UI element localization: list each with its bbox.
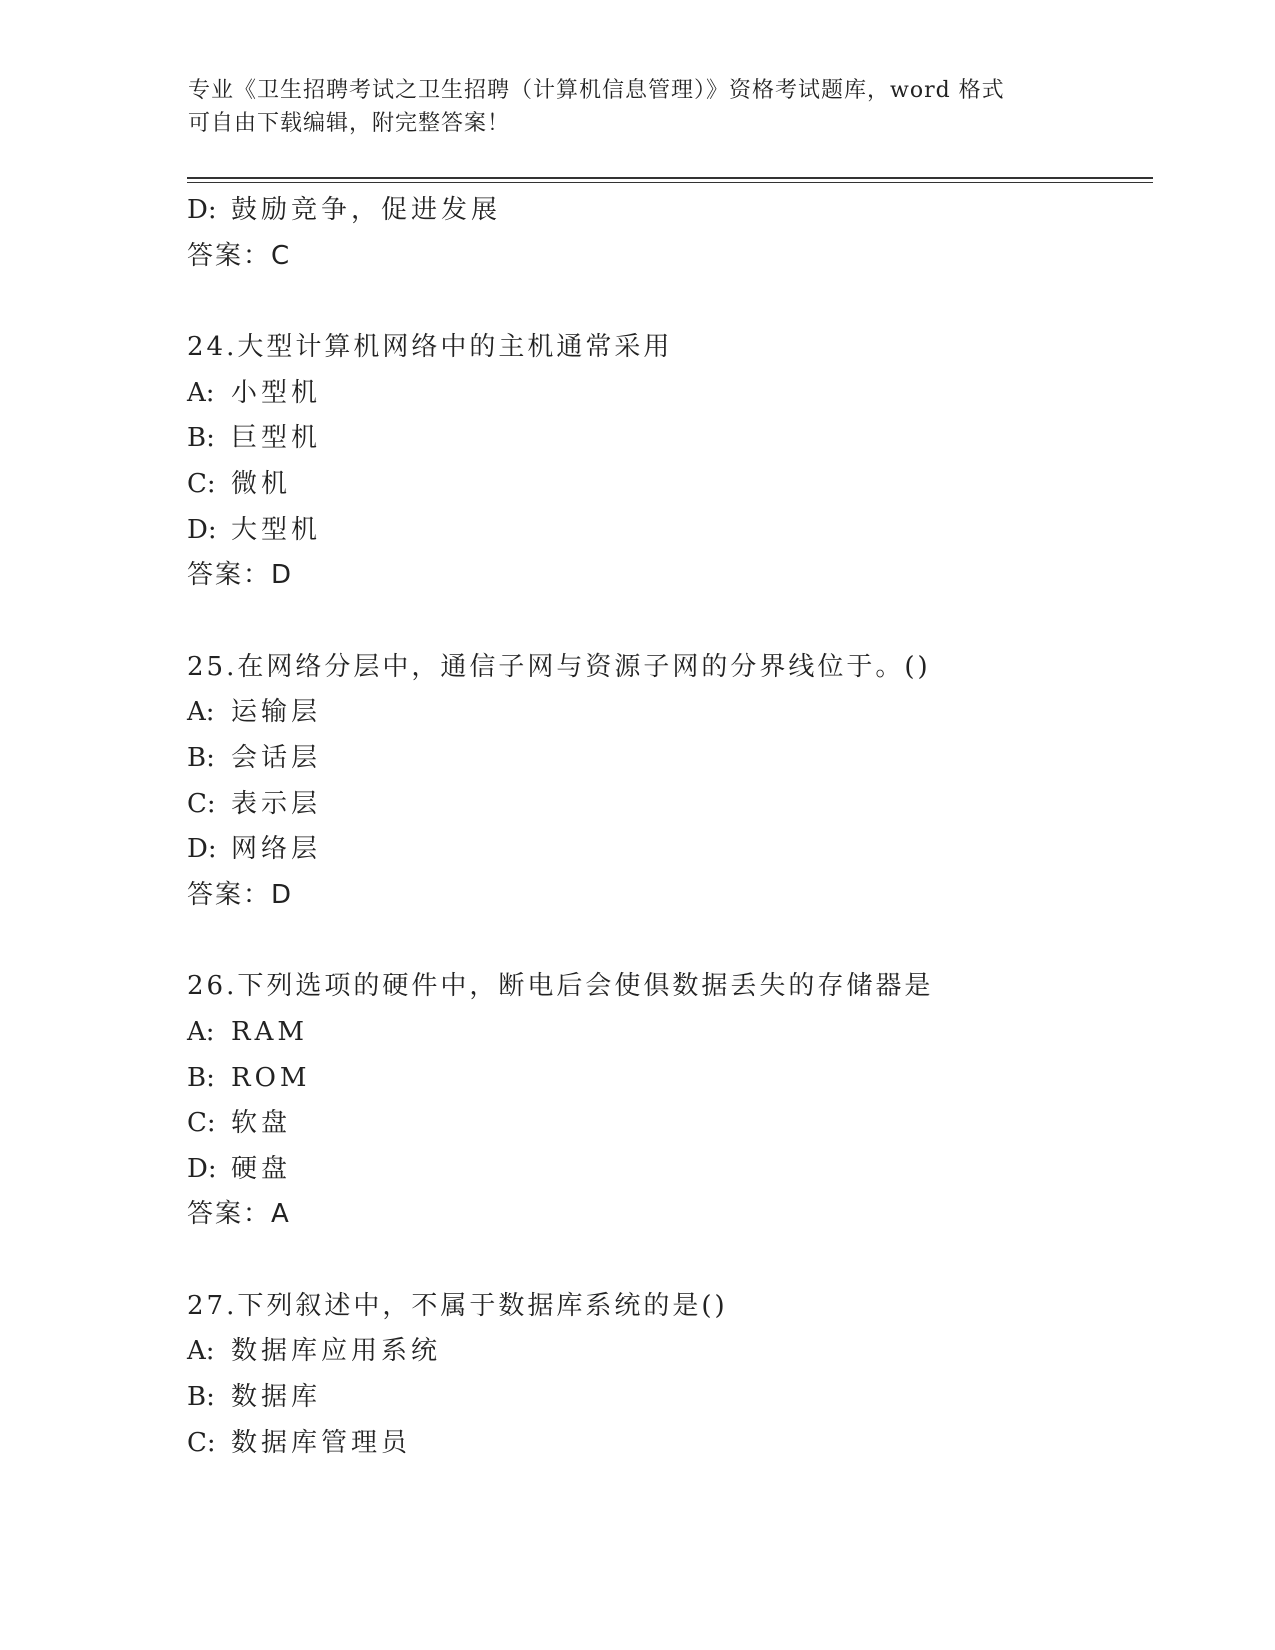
option-line: [187, 736, 1147, 782]
option-line: [187, 827, 1147, 873]
option-text: 网络层: [231, 834, 322, 865]
option-line: [187, 1329, 1147, 1375]
question-stem: 24.大型计算机网络中的主机通常采用: [187, 332, 673, 363]
option-letter: D:: [187, 834, 217, 865]
answer-line: 答案：D: [187, 560, 294, 591]
option-line: [187, 782, 1147, 828]
spacer: [187, 279, 1147, 325]
option-line: [187, 508, 1147, 554]
option-line: [187, 371, 1147, 417]
document-header: [188, 74, 1088, 140]
answer-line: 答案：A: [187, 1199, 291, 1230]
option-text: 数据库管理员: [231, 1427, 412, 1458]
header-divider-thin: [187, 182, 1153, 183]
option-line: [187, 1101, 1147, 1147]
option-letter: D:: [187, 195, 217, 225]
option-text: 大型机: [231, 514, 322, 545]
option-text: 微机: [231, 468, 292, 499]
answer-line: 答案：C: [187, 240, 292, 271]
option-text: 硬盘: [231, 1153, 292, 1184]
option-letter: D:: [187, 514, 217, 545]
option-line: [187, 1010, 1147, 1056]
option-text: 巨型机: [231, 423, 322, 454]
option-line: [187, 416, 1147, 462]
option-letter: D:: [187, 1153, 217, 1184]
option-text: 软盘: [231, 1108, 292, 1139]
option-letter: B:: [187, 1382, 215, 1413]
option-line: [187, 188, 1147, 234]
header-title-line-2: 可自由下载编辑，附完整答案！: [188, 111, 511, 136]
option-letter: C:: [187, 788, 216, 819]
option-line: [187, 1056, 1147, 1102]
option-line: [187, 462, 1147, 508]
header-divider-thick: [187, 177, 1153, 179]
answer-line: 答案：D: [187, 879, 294, 910]
option-letter: B:: [187, 1062, 215, 1093]
option-text: 数据库应用系统: [231, 1336, 442, 1367]
question-stem: 25.在网络分层中，通信子网与资源子网的分界线位于。(): [187, 651, 931, 682]
option-letter: C:: [187, 468, 216, 499]
option-line: [187, 1421, 1147, 1467]
option-letter: A:: [187, 697, 215, 728]
option-text: 运输层: [231, 697, 322, 728]
option-text: 表示层: [231, 788, 322, 819]
option-text: ROM: [231, 1062, 311, 1093]
option-line: [187, 1375, 1147, 1421]
option-text: RAM: [231, 1016, 308, 1047]
question-stem: 26.下列选项的硬件中，断电后会使俱数据丢失的存储器是: [187, 971, 934, 1002]
option-letter: A:: [187, 1016, 215, 1047]
option-letter: A:: [187, 377, 215, 408]
option-line: [187, 690, 1147, 736]
spacer: [187, 599, 1147, 645]
option-text: 数据库: [231, 1382, 322, 1413]
option-text: 小型机: [231, 377, 322, 408]
header-title-line-1: 专业《卫生招聘考试之卫生招聘（计算机信息管理）》资格考试题库，word 格式: [188, 78, 1005, 103]
spacer: [187, 1238, 1147, 1284]
option-letter: B:: [187, 423, 215, 454]
option-text: 会话层: [231, 742, 322, 773]
option-letter: C:: [187, 1108, 216, 1139]
option-text: 鼓励竞争，促进发展: [231, 195, 502, 225]
question-list: [187, 188, 1147, 1466]
question-stem: 27.下列叙述中，不属于数据库系统的是(): [187, 1290, 728, 1321]
spacer: [187, 918, 1147, 964]
option-line: [187, 1147, 1147, 1193]
option-letter: C:: [187, 1427, 216, 1458]
option-letter: B:: [187, 742, 215, 773]
option-letter: A:: [187, 1336, 215, 1367]
